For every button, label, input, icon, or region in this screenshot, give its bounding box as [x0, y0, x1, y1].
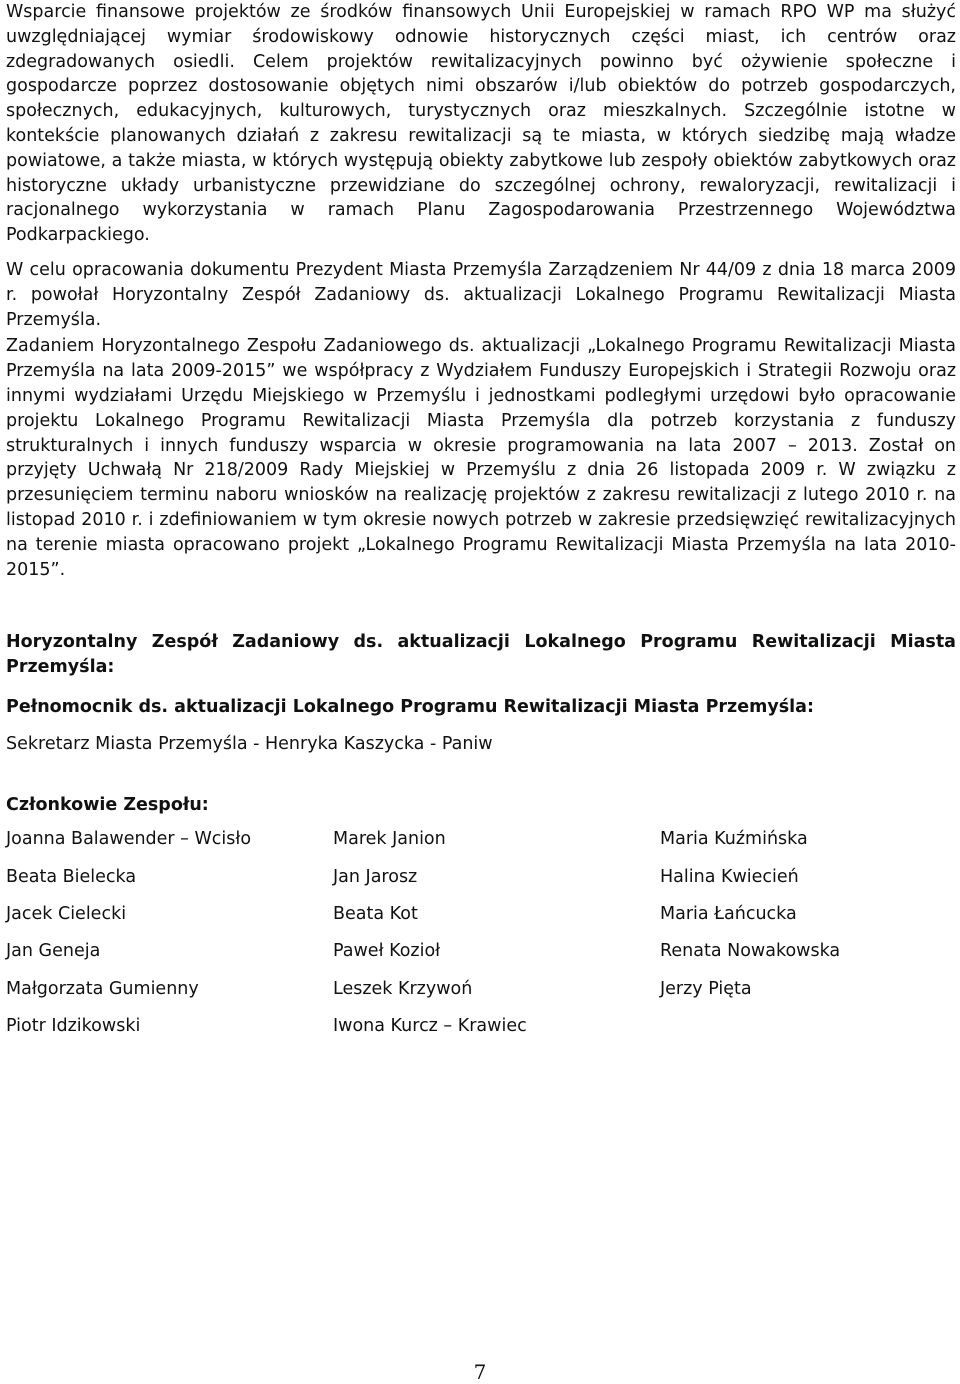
- members-heading: Członkowie Zespołu:: [6, 794, 209, 815]
- member-name: Maria Kuźmińska: [660, 829, 808, 850]
- paragraph-task: Zadaniem Horyzontalnego Zespołu Zadaniowego ds. aktualizacji „Lokalnego Programu Rewitalizacji Miasta Przemyśla na lata 2009-2015” we współpracy z Wydziałem Funduszy Europejskich i Strategii Rozwoju oraz innymi wydziałami Urzędu Miejskiego w Przemyślu i jednostkami podległymi urzędowi było opracowanie projektu Lokalnego Programu Rewitalizacji Miasta Przemyśla dla potrzeb korzystania z funduszy strukturalnych i innych funduszy wsparcia w okresie programowania na lata 2007 – 2013. Został on przyjęty Uchwałą Nr 218/2009 Rady Miejskiej w Przemyślu z dnia 26 listopada 2009 r. W związku z przesunięciem terminu naboru wniosków na realizację projektów z zakresu rewitalizacji z lutego 2010 r. na listopad 2010 r. i zdefiniowaniem w tym okresie nowych potrzeb w zakresie przedsięwzięć rewitalizacyjnych na terenie miasta opracowano projekt „Lokalnego Programu Rewitalizacji Miasta Przemyśla na lata 2010-2015”.: [6, 336, 956, 580]
- member-name: Małgorzata Gumienny: [6, 978, 199, 999]
- member-name: Jerzy Pięta: [660, 978, 752, 999]
- member-name: Maria Łańcucka: [660, 903, 797, 924]
- member-name: Beata Kot: [333, 903, 418, 924]
- member-name: Paweł Kozioł: [333, 941, 441, 962]
- member-name: Leszek Krzywoń: [333, 978, 473, 999]
- team-title: Horyzontalny Zespół Zadaniowy ds. aktualizacji Lokalnego Programu Rewitalizacji Miasta Przemyśla:: [6, 632, 956, 678]
- members-list: [6, 827, 956, 1038]
- paragraph-funding: Wsparcie finansowe projektów ze środków finansowych Unii Europejskiej w ramach RPO WP ma służyć uwzględniającej wymiar środowiskowy odnowie historycznych części miast, ich centrów oraz zdegradowanych osiedli. Celem projektów rewitalizacyjnych powinno być ożywienie społeczne i gospodarcze poprzez dostosowanie objętych nimi obszarów i/lub obiektów do potrzeb gospodarczych, społecznych, edukacyjnych, kulturowych, turystycznych oraz mieszkalnych. Szczególnie istotne w kontekście planowanych działań z zakresu rewitalizacji są te miasta, w których siedzibę mają władze powiatowe, a także miasta, w których występują obiekty zabytkowe lub zespoły obiektów zabytkowych oraz historyczne układy urbanistyczne przewidziane do szczególnej ochrony, rewaloryzacji, rewitalizacji i racjonalnego wykorzystania w ramach Planu Zagospodarowania Przestrzennego Województwa Podkarpackiego.: [6, 2, 956, 246]
- member-name: Marek Janion: [333, 829, 446, 850]
- member-name: Piotr Idzikowski: [6, 1015, 141, 1036]
- plenipotentiary-heading: Pełnomocnik ds. aktualizacji Lokalnego Programu Rewitalizacji Miasta Przemyśla:: [6, 696, 814, 717]
- paragraph-appointment: W celu opracowania dokumentu Prezydent Miasta Przemyśla Zarządzeniem Nr 44/09 z dnia 18 marca 2009 r. powołał Horyzontalny Zespół Zadaniowy ds. aktualizacji Lokalnego Programu Rewitalizacji Miasta Przemyśla.: [6, 259, 956, 330]
- plenipotentiary-name: Sekretarz Miasta Przemyśla - Henryka Kaszycka - Paniw: [6, 733, 493, 754]
- document-page: [6, 0, 956, 1039]
- member-name: Halina Kwiecień: [660, 866, 799, 887]
- member-name: Iwona Kurcz – Krawiec: [333, 1015, 527, 1036]
- member-name: Joanna Balawender – Wcisło: [6, 829, 252, 850]
- member-name: Jan Jarosz: [333, 866, 418, 887]
- member-name: Renata Nowakowska: [660, 941, 841, 962]
- page-number: 7: [473, 1360, 487, 1384]
- member-name: Jacek Cielecki: [6, 903, 127, 924]
- member-name: Beata Bielecka: [6, 866, 137, 887]
- member-name: Jan Geneja: [6, 941, 101, 962]
